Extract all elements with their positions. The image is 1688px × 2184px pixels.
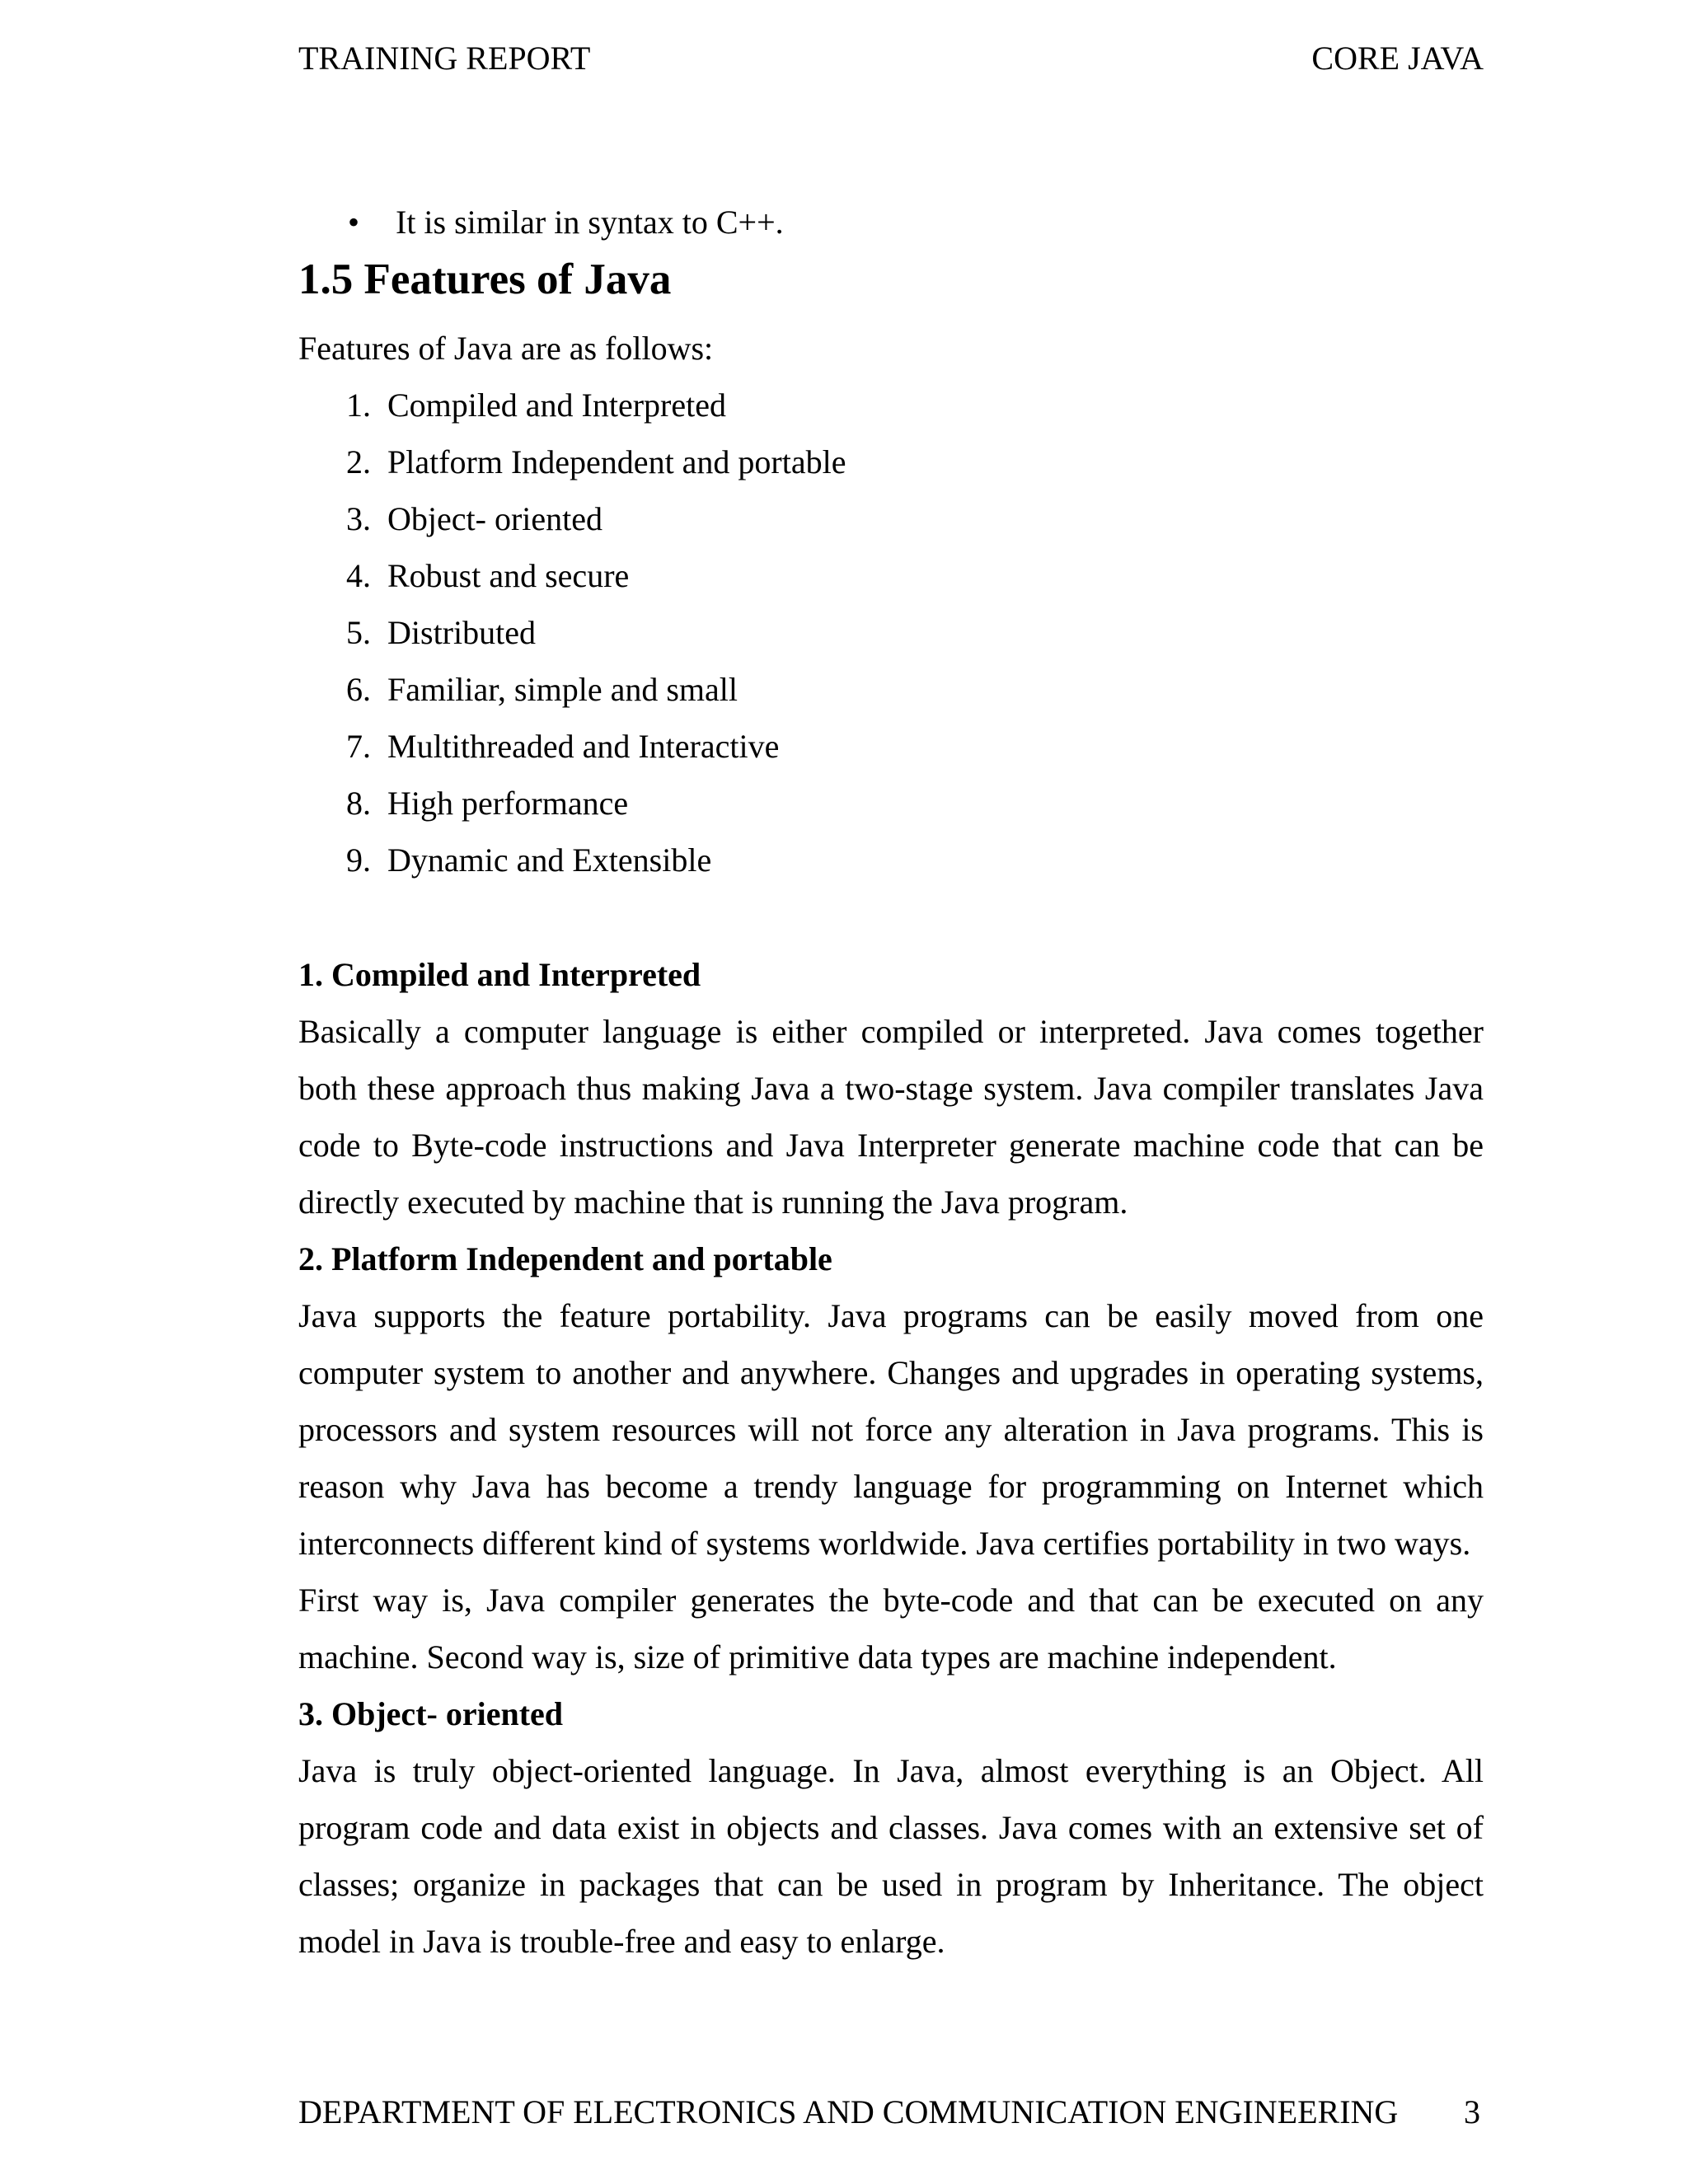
list-item-number: 7. [346, 728, 371, 765]
subsection-heading: 3. Object- oriented [298, 1695, 564, 1732]
features-list [298, 377, 1484, 888]
page-content [298, 198, 1484, 1970]
list-item-number: 6. [346, 671, 371, 708]
list-item-number: 4. [346, 557, 371, 594]
subsection-paragraph: First way is, Java compiler generates the byte-code and that can be executed on any machine. Second way is, size of primitive data types are machine independent. [298, 1582, 1484, 1675]
list-item-text: Distributed [387, 614, 536, 651]
subsection-paragraph: Java is truly object-oriented language. In Java, almost everything is an Object. All program code and data exist in objects and classes. Java comes with an extensive set of classes; organize in packages that can be used in program by Inheritance. The object model in Java is trouble-free and easy to enlarge. [298, 1752, 1484, 1960]
subsection-paragraph: Java supports the feature portability. Java programs can be easily moved from one computer system to another and anywhere. Changes and upgrades in operating systems, processors and system resources will not force any alteration in Java programs. This is reason why Java has become a trendy language for programming on Internet which interconnects different kind of systems worldwide. Java certifies portability in two ways. [298, 1297, 1484, 1562]
subsection-paragraph: Basically a computer language is either compiled or interpreted. Java comes together both these approach thus making Java a two-stage system. Java compiler translates Java code to Byte-code instructions and Java Interpreter generate machine code that can be directly executed by machine that is running the Java program. [298, 1013, 1484, 1221]
list-item [298, 718, 1484, 775]
bullet-icon: • [348, 204, 360, 241]
list-item-text: High performance [387, 785, 629, 822]
list-item-text: Dynamic and Extensible [387, 841, 712, 879]
list-item-number: 9. [346, 841, 371, 879]
footer-page-number: 3 [1464, 2093, 1480, 2130]
list-item-text: Robust and secure [387, 557, 630, 594]
list-item-number: 3. [346, 500, 371, 537]
list-item [298, 775, 1484, 832]
list-item [298, 434, 1484, 490]
list-item-number: 8. [346, 785, 371, 822]
section-title: 1.5 Features of Java [298, 255, 672, 303]
list-item [298, 604, 1484, 661]
list-item [298, 547, 1484, 604]
list-item [298, 377, 1484, 434]
subsection-heading: 2. Platform Independent and portable [298, 1240, 832, 1277]
list-item-text: Object- oriented [387, 500, 603, 537]
section-intro: Features of Java are as follows: [298, 330, 714, 367]
bullet-item [298, 198, 1484, 247]
footer-department: DEPARTMENT OF ELECTRONICS AND COMMUNICATION ENGINEERING [298, 2093, 1399, 2130]
vertical-spacer [298, 888, 1484, 946]
list-item-text: Familiar, simple and small [387, 671, 738, 708]
list-item-text: Compiled and Interpreted [387, 387, 726, 424]
list-item-text: Multithreaded and Interactive [387, 728, 780, 765]
list-item-text: Platform Independent and portable [387, 443, 846, 480]
header-title-right: CORE JAVA [1311, 40, 1484, 77]
list-item-number: 2. [346, 443, 371, 480]
bullet-text: It is similar in syntax to C++. [396, 204, 784, 241]
subsection-heading: 1. Compiled and Interpreted [298, 956, 701, 993]
list-item [298, 490, 1484, 547]
header-title-left: TRAINING REPORT [298, 40, 591, 77]
list-item-number: 5. [346, 614, 371, 651]
list-item-number: 1. [346, 387, 371, 424]
list-item [298, 832, 1484, 888]
list-item [298, 661, 1484, 718]
